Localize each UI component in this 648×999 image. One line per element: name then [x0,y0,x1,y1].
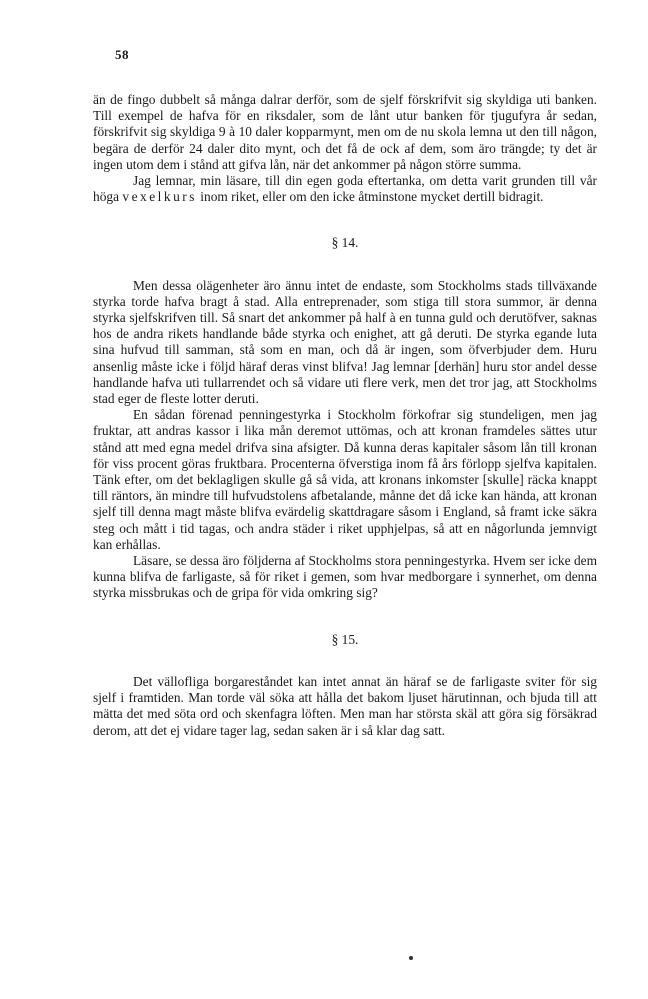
paragraph-intro-2-start: Jag lemnar, min läsare, till din egen goda eftertanka, om detta varit grunden till vår höga [93,173,597,205]
section-heading-15: § 15. [331,631,359,647]
paragraph-intro-2 [93,173,597,205]
page-number: 58 [115,47,129,62]
section14-paragraph-2: En sådan förenad penningestyrka i Stockholm förkofrar sig stundeligen, men jag fruktar, att andras kassor i lika mån deremot uttömas, och att kronan framdeles sättes utur stånd att med egna medel drifva sina afsigter. Då kunna deras kapitaler såsom lån till kronan för viss procent göras fruktbara. Procenterna öfverstiga inom få års förlopp sjelfva kapitalen. Tänk efter, om det beklagligen skulle gå så vida, att kronans inkomster [skulle] räcka knappt till räntors, än mindre till hufvudstolens afbetalande, månne det då icke kan hända, att kronan sjelf till denna magt måste blifva evärdelig skattdragare såsom i England, så framt icke säkra steg och mått i tid tagas, och andra städer i riket upphjelpas, så att en någorlunda jemnvigt kan erhållas. [93,407,597,552]
section15-paragraph-1: Det vällofliga borgareståndet kan intet annat än häraf se de farligaste sviter för sig sjelf i framtiden. Man torde väl söka att hålla det bakom ljuset härutinnan, och bjuda till att mätta det med söta ord och skenfagra löften. Men man har största skäl att göra sig försäkrad derom, att det ej vidare tager lag, sedan saken är i så klar dag satt. [93,673,597,738]
ink-speck [409,956,413,960]
section-heading-14: § 14. [331,235,359,251]
section14-paragraph-1: Men dessa olägenheter äro ännu intet de endaste, som Stockholms stads tillväxande styrka torde hafva bragt å stad. Alla entreprenader, som stiga till stora summor, är denna styrka sjelfskrifven till. Så snart det ankommer på half à en tunna guld och derutöfver, saknas hos de andra rikets handlande både styrka och enighet, att gå deruti. De styrka egande luta sina hufvud till samman, stå som en man, och då är ingen, som öfverbjuder dem. Huru ansenlig måste icke i följd häraf deras vinst blifva! Jag lemnar [derhän] huru stor andel desse handlande hafva uti tullarrendet och så vidare uti flere verk, men det tror jag, att Stockholms stad eger de fleste lotter deruti. [93,277,597,407]
spaced-term-vexelkurs: vexelkurs [122,189,197,205]
page-body [93,92,597,739]
paragraph-intro-1: än de fingo dubbelt så många dalrar derför, som de sjelf förskrifvit sig skyldiga uti banken. Till exempel de hafva för en riksdaler, som de lånt utur banken för tjugufyra år sedan, förskrifvit sig skyldiga 9 à 10 daler kopparmynt, men om de nu skola lemna ut den till någon, begära de derför 24 daler dito mynt, och det få de ock af dem, som äro trängde; ty det är ingen utom dem i stånd att gifva lån, när det ankommer på någon större summa. [93,92,597,172]
paragraph-intro-2-end: inom riket, eller om den icke åtminstone mycket dertill bidragit. [196,189,544,205]
section14-paragraph-3: Läsare, se dessa äro följderna af Stockholms stora penningestyrka. Hvem ser icke dem kunna blifva de farligaste, så för riket i gemen, som hvar medborgare i synnerhet, om denna styrka missbrukas och de gripa för vida omkring sig? [93,553,597,601]
